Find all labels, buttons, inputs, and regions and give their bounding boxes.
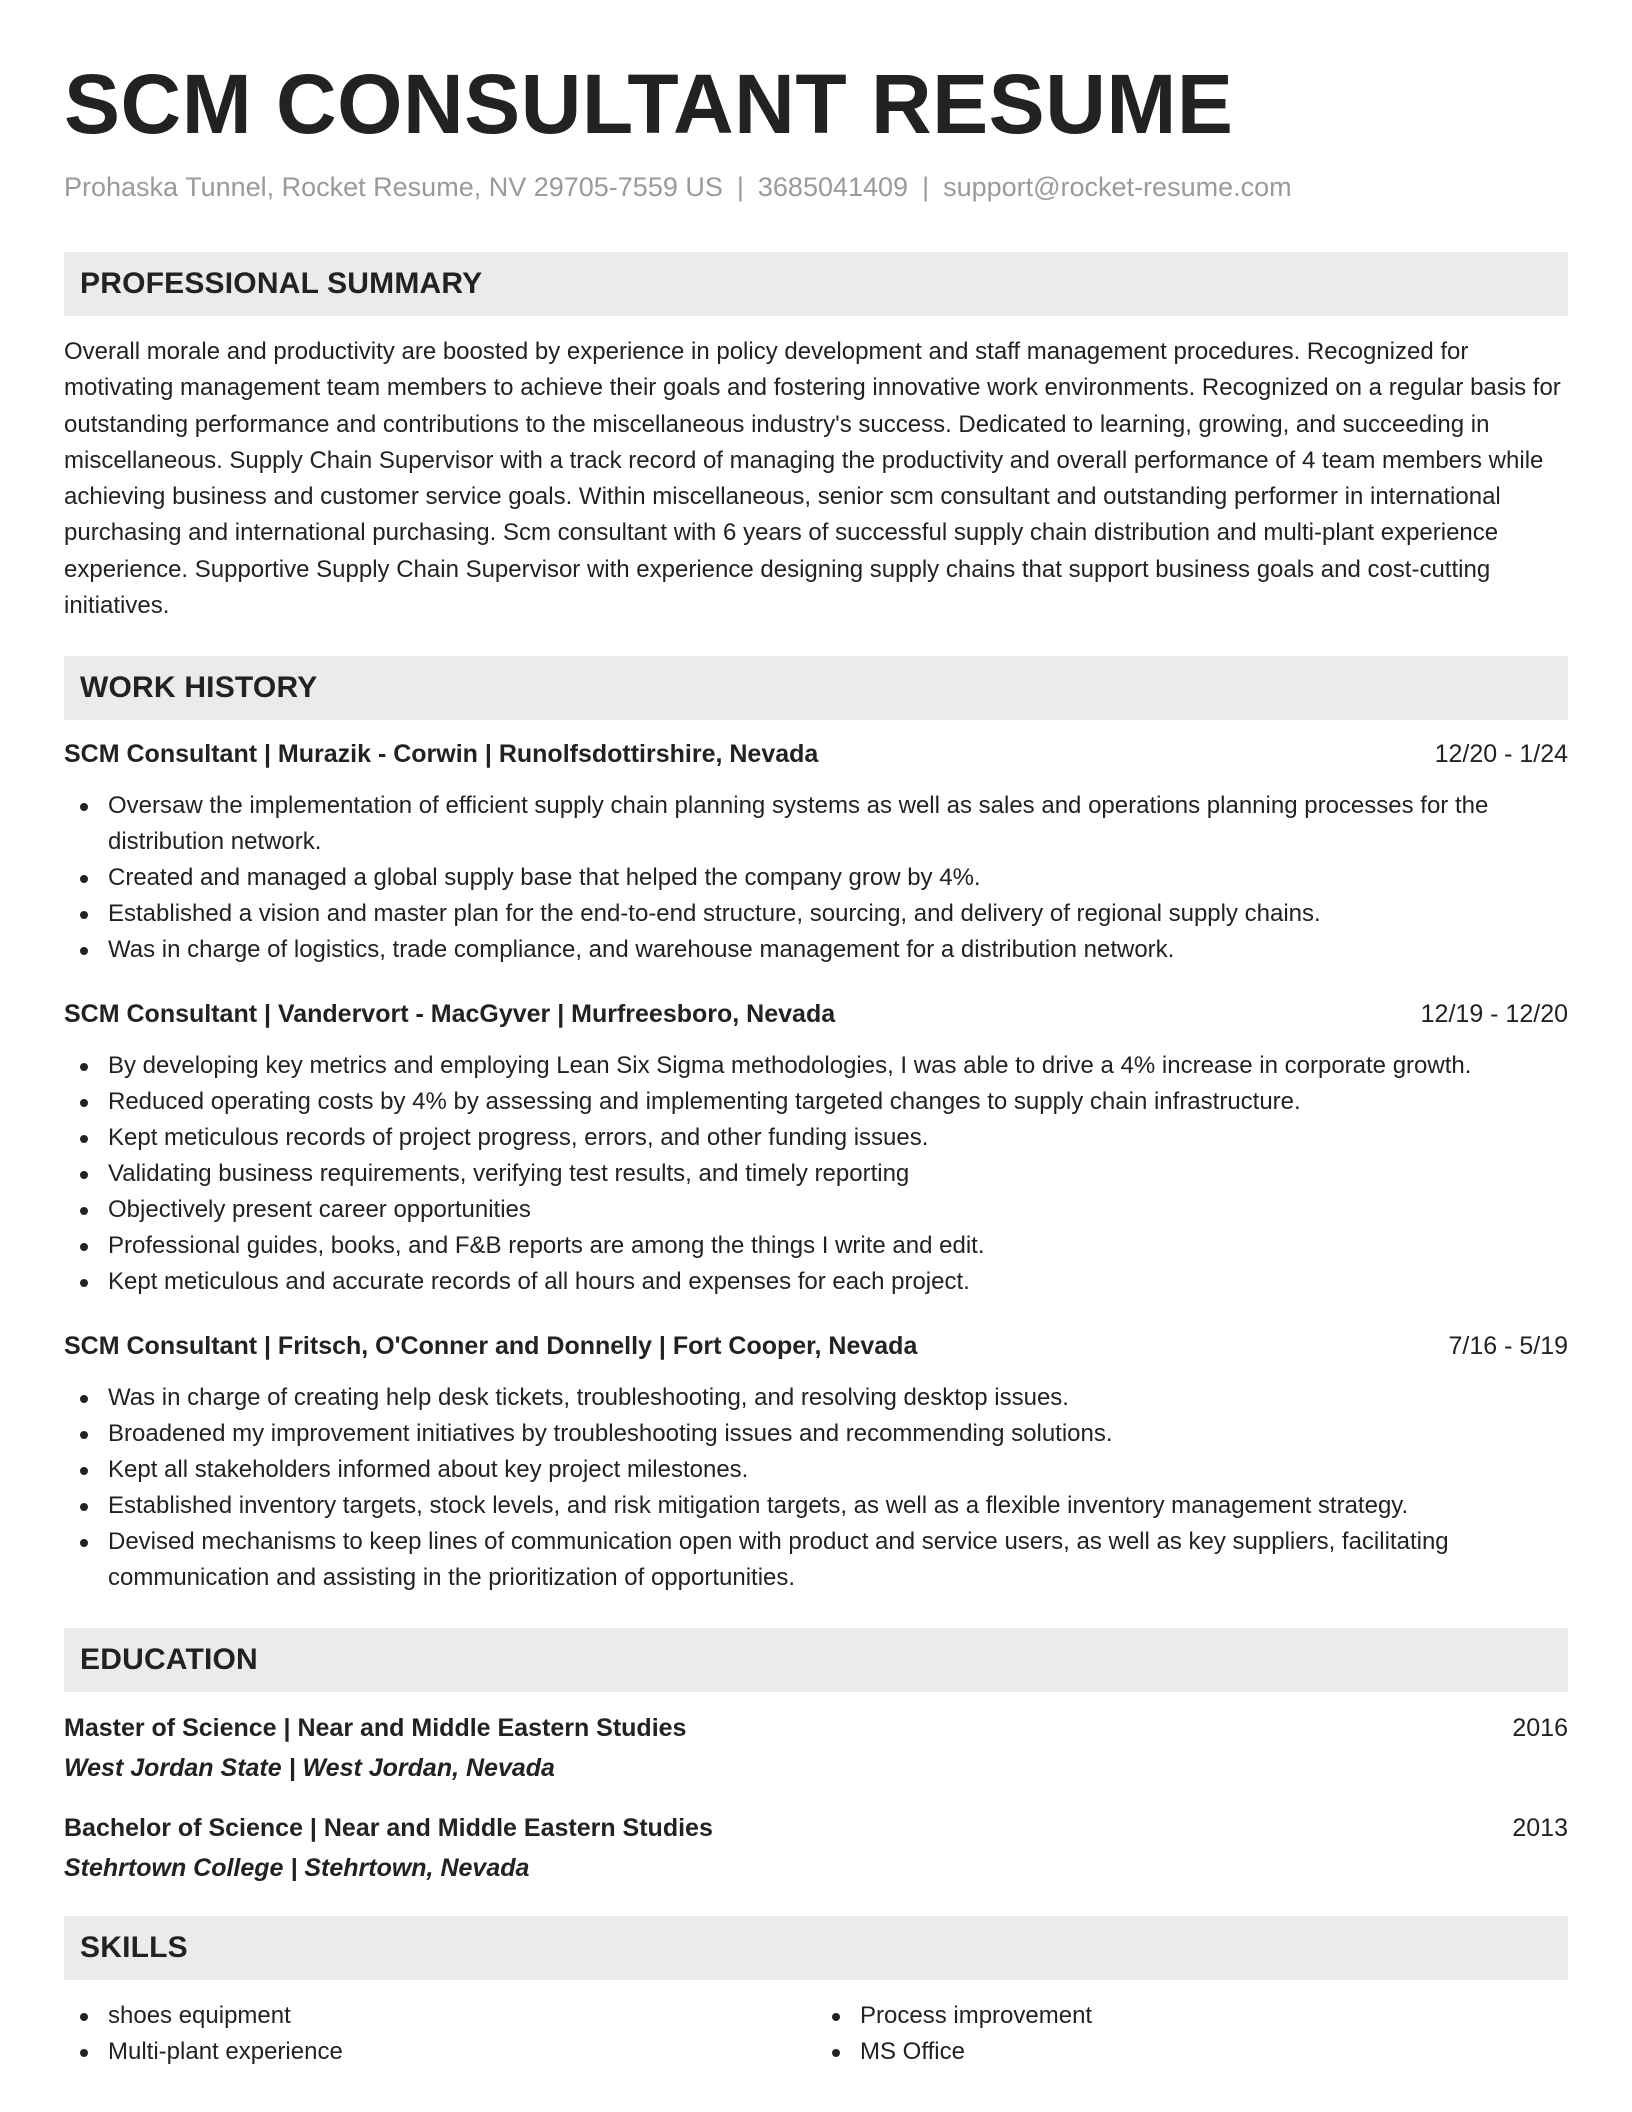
job-header <box>64 998 1568 1030</box>
section-title-work-history: WORK HISTORY <box>80 671 318 705</box>
job-title: SCM Consultant | Murazik - Corwin | Runolfsdottirshire, Nevada <box>64 740 819 769</box>
job-entry <box>64 1330 1568 1596</box>
job-bullet: By developing key metrics and employing Lean Six Sigma methodologies, I was able to drive a 4% increase in corporate growth. <box>64 1048 1568 1084</box>
job-bullet: Objectively present career opportunities <box>64 1192 1568 1228</box>
job-bullet-list <box>64 1048 1568 1300</box>
skill-item: MS Office <box>816 2034 1568 2070</box>
job-bullet: Kept meticulous records of project progress, errors, and other funding issues. <box>64 1120 1568 1156</box>
job-bullet: Validating business requirements, verifying test results, and timely reporting <box>64 1156 1568 1192</box>
job-dates: 12/20 - 1/24 <box>1434 740 1568 769</box>
section-header-work-history <box>64 656 1568 720</box>
education-entry <box>64 1812 1568 1884</box>
job-bullet: Established a vision and master plan for the end-to-end structure, sourcing, and delivery of regional supply chains. <box>64 896 1568 932</box>
education-header <box>64 1812 1568 1844</box>
section-header-summary <box>64 252 1568 316</box>
education-degree: Bachelor of Science | Near and Middle Eastern Studies <box>64 1814 713 1843</box>
contact-separator: | <box>736 172 744 202</box>
job-bullet: Professional guides, books, and F&B reports are among the things I write and edit. <box>64 1228 1568 1264</box>
contact-phone: 3685041409 <box>757 172 909 202</box>
job-dates: 7/16 - 5/19 <box>1448 1332 1568 1361</box>
job-bullet-list <box>64 1380 1568 1596</box>
resume-title: SCM CONSULTANT RESUME <box>64 57 1234 151</box>
education-entry <box>64 1712 1568 1784</box>
job-bullet: Was in charge of logistics, trade compliance, and warehouse management for a distribution network. <box>64 932 1568 968</box>
job-bullet: Broadened my improvement initiatives by troubleshooting issues and recommending solutions. <box>64 1416 1568 1452</box>
contact-separator: | <box>922 172 930 202</box>
education-school: West Jordan State | West Jordan, Nevada <box>64 1754 555 1783</box>
skill-item: Process improvement <box>816 1998 1568 2034</box>
contact-line <box>64 170 1568 204</box>
job-title: SCM Consultant | Fritsch, O'Conner and Donnelly | Fort Cooper, Nevada <box>64 1332 918 1361</box>
education-header <box>64 1712 1568 1744</box>
contact-address: Prohaska Tunnel, Rocket Resume, NV 29705-7559 US <box>64 172 723 202</box>
education-degree: Master of Science | Near and Middle Eastern Studies <box>64 1714 687 1743</box>
section-header-skills <box>64 1916 1568 1980</box>
job-dates: 12/19 - 12/20 <box>1420 1000 1568 1029</box>
job-bullet: Devised mechanisms to keep lines of communication open with product and service users, as well as key suppliers, facilitating communication and assisting in the prioritization of opportunities. <box>64 1524 1568 1596</box>
job-bullet: Was in charge of creating help desk tickets, troubleshooting, and resolving desktop issues. <box>64 1380 1568 1416</box>
job-bullet-list <box>64 788 1568 968</box>
section-title-summary: PROFESSIONAL SUMMARY <box>80 267 483 300</box>
job-bullet: Oversaw the implementation of efficient supply chain planning systems as well as sales and operations planning processes for the distribution network. <box>64 788 1568 860</box>
section-title-skills: SKILLS <box>80 1931 188 1965</box>
education-year: 2016 <box>1512 1714 1568 1743</box>
job-bullet: Kept meticulous and accurate records of all hours and expenses for each project. <box>64 1264 1568 1300</box>
job-title: SCM Consultant | Vandervort - MacGyver | Murfreesboro, Nevada <box>64 1000 836 1029</box>
job-header <box>64 1330 1568 1362</box>
skills-grid <box>64 1998 1568 2070</box>
job-bullet: Established inventory targets, stock levels, and risk mitigation targets, as well as a flexible inventory management strategy. <box>64 1488 1568 1524</box>
job-bullet: Reduced operating costs by 4% by assessing and implementing targeted changes to supply chain infrastructure. <box>64 1084 1568 1120</box>
skills-column-left <box>64 1998 816 2070</box>
summary-text: Overall morale and productivity are boosted by experience in policy development and staff management procedures. Recognized for motivating management team members to achieve their goals and fostering innovative work environments. Recognized on a regular basis for outstanding performance and contributions to the miscellaneous industry's success. Dedicated to learning, growing, and succeeding in miscellaneous. Supply Chain Supervisor with a track record of managing the productivity and overall performance of 4 team members while achieving business and customer service goals. Within miscellaneous, senior scm consultant and outstanding performer in international purchasing and international purchasing. Scm consultant with 6 years of successful supply chain distribution and multi-plant experience experience. Supportive Supply Chain Supervisor with experience designing supply chains that support business goals and cost-cutting initiatives. <box>64 338 1561 620</box>
section-header-education <box>64 1628 1568 1692</box>
job-bullet: Created and managed a global supply base that helped the company grow by 4%. <box>64 860 1568 896</box>
education-year: 2013 <box>1512 1814 1568 1843</box>
job-bullet: Kept all stakeholders informed about key project milestones. <box>64 1452 1568 1488</box>
section-title-education: EDUCATION <box>80 1643 258 1677</box>
skill-item: shoes equipment <box>64 1998 816 2034</box>
education-school: Stehrtown College | Stehrtown, Nevada <box>64 1854 530 1883</box>
job-entry <box>64 738 1568 968</box>
job-header <box>64 738 1568 770</box>
job-entry <box>64 998 1568 1300</box>
skill-item: Multi-plant experience <box>64 2034 816 2070</box>
skills-column-right <box>816 1998 1568 2070</box>
contact-email: support@rocket-resume.com <box>943 172 1292 202</box>
